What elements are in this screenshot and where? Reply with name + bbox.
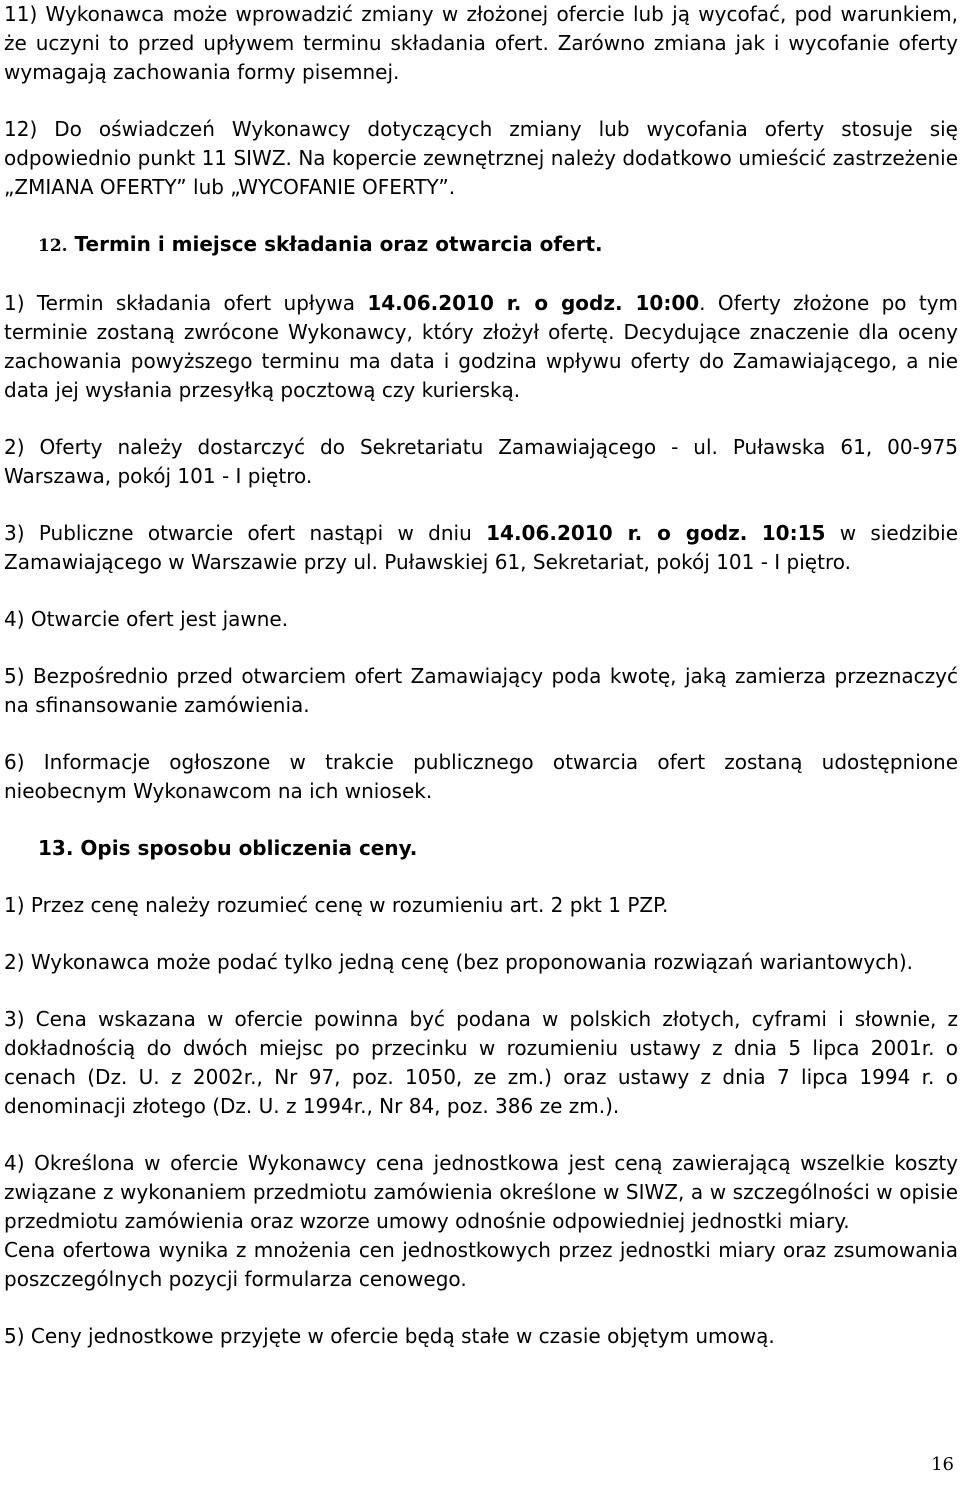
section-13-item-3: 3) Cena wskazana w ofercie powinna być podana w polskich złotych, cyframi i słownie, z dokładnością do dwóch miejsc po przecinku w rozumieniu ustawy z dnia 5 lipca 2001r. o cenach (Dz. U. z 2002r., Nr 97, poz. 1050, ze zm.) oraz ustawy z dnia 7 lipca 1994 r. o denominacji złotego (Dz. U. z 1994r., Nr 84, poz. 386 ze zm.). [4, 1007, 958, 1118]
section-13-title: Opis sposobu obliczenia ceny. [80, 836, 418, 860]
s12-1-text-pre: 1) Termin składania ofert upływa [4, 291, 368, 315]
section-12-title: Termin i miejsce składania oraz otwarcia ofert. [74, 232, 603, 256]
s12-1-deadline: 14.06.2010 r. o godz. 10:00 [367, 291, 700, 315]
paragraph-12 [4, 115, 958, 202]
paragraph-11: 11) Wykonawca może wprowadzić zmiany w złożonej ofercie lub ją wycofać, pod warunkiem, że uczyni to przed upływem terminu składania ofert. Zarówno zmiana jak i wycofanie oferty wymagają zachowania formy pisemnej. [4, 2, 958, 84]
s12-3-space [747, 521, 761, 545]
section-12-item-3 [4, 519, 958, 577]
section-12-item-1 [4, 289, 958, 405]
section-12-item-5: 5) Bezpośrednio przed otwarciem ofert Zamawiający poda kwotę, jaką zamierza przeznaczyć na sfinansowanie zamówienia. [4, 664, 958, 717]
page-number: 16 [931, 1454, 954, 1475]
document-page [4, 0, 958, 1351]
section-13-number: 13. [38, 836, 74, 860]
paragraph-12-envelope-note: Na kopercie zewnętrznej należy dodatkowo umieścić zastrzeżenie „ZMIANA OFERTY” lub „WYCOFANIE OFERTY”. [4, 146, 958, 199]
section-12-item-6: 6) Informacje ogłoszone w trakcie publicznego otwarcia ofert zostaną udostępnione nieobecnym Wykonawcom na ich wniosek. [4, 750, 958, 803]
section-13-item-5: 5) Ceny jednostkowe przyjęte w ofercie będą stałe w czasie objętym umową. [4, 1324, 775, 1348]
section-13-item-4-continued: Cena ofertowa wynika z mnożenia cen jednostkowych przez jednostki miary oraz zsumowania poszczególnych pozycji formularza cenowego. [4, 1238, 958, 1291]
s12-3-date: 14.06.2010 r. o godz. [486, 521, 748, 545]
s12-1-text-post: . Oferty złożone po tym terminie zostaną zwrócone Wykonawcy, który złożył ofertę. Decydujące znaczenie dla oceny zachowania powyższego terminu ma data i godzina wpływu oferty do Zamawiającego, a nie data jej wysłania przesyłką pocztową czy kurierską. [4, 291, 958, 402]
section-13-heading [4, 834, 958, 863]
paragraph-12-text: 12) Do oświadczeń Wykonawcy dotyczących zmiany lub wycofania oferty stosuje się odpowiednio punkt 11 SIWZ. [4, 117, 958, 170]
section-13-item-2: 2) Wykonawca może podać tylko jedną cenę (bez proponowania rozwiązań wariantowych). [4, 950, 914, 974]
section-12-item-2: 2) Oferty należy dostarczyć do Sekretariatu Zamawiającego - ul. Puławska 61, 00-975 Warszawa, pokój 101 - I piętro. [4, 435, 958, 488]
s12-3-text-post: w siedzibie Zamawiającego w Warszawie przy ul. Puławskiej 61, Sekretariat, pokój 101 - I piętro. [4, 521, 959, 574]
section-12-number: 12. [38, 236, 68, 256]
s12-3-time: 10:15 [761, 521, 826, 545]
section-12-heading [4, 230, 958, 261]
section-13-item-1: 1) Przez cenę należy rozumieć cenę w rozumieniu art. 2 pkt 1 PZP. [4, 893, 669, 917]
s12-3-text-pre: 3) Publiczne otwarcie ofert nastąpi w dniu [4, 521, 487, 545]
section-13-item-4: 4) Określona w ofercie Wykonawcy cena jednostkowa jest ceną zawierającą wszelkie koszty związane z wykonaniem przedmiotu zamówienia określone w SIWZ, a w szczególności w opisie przedmiotu zamówienia oraz wzorze umowy odnośnie odpowiedniej jednostki miary. [4, 1151, 958, 1233]
section-12-item-4: 4) Otwarcie ofert jest jawne. [4, 607, 289, 631]
